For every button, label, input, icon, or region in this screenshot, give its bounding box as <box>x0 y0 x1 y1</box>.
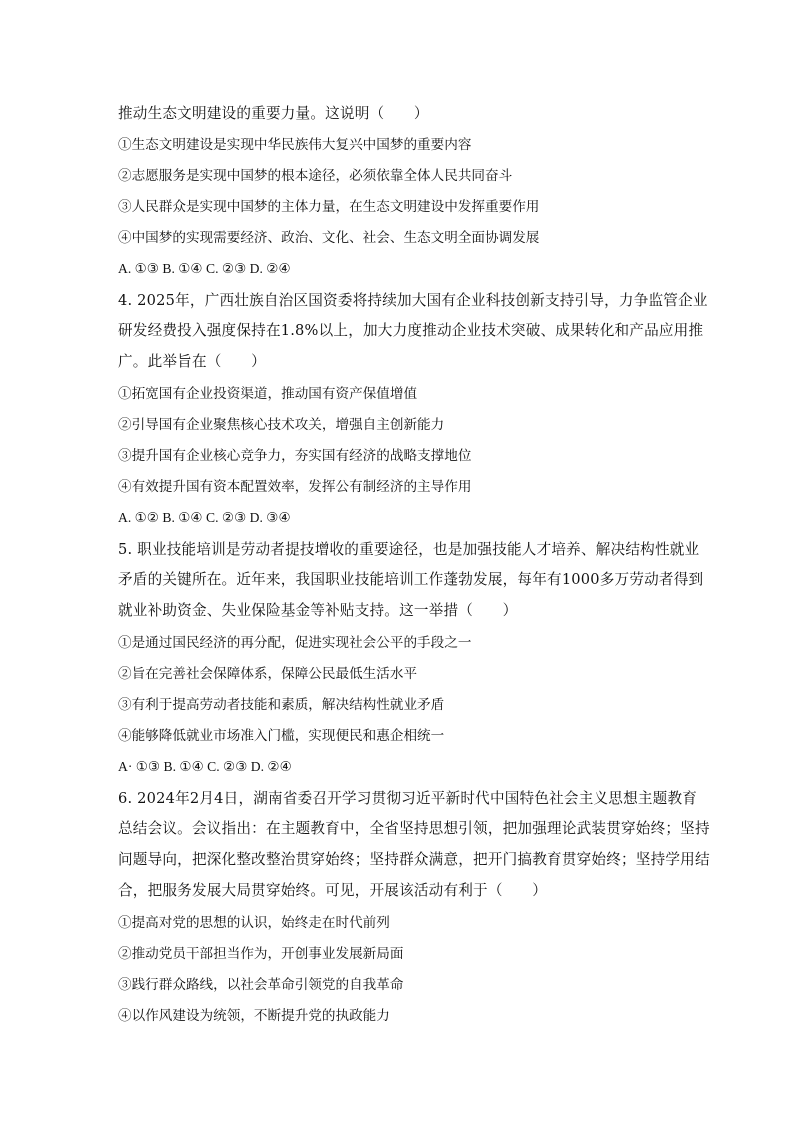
question-3-option-3: ③人民群众是实现中国梦的主体力量，在生态文明建设中发挥重要作用 <box>118 199 540 215</box>
question-5-option-4: ④能够降低就业市场准入门槛，实现便民和惠企相统一 <box>118 728 445 744</box>
question-6-stem-line-1: 6. 2024年2月4日，湖南省委召开学习贯彻习近平新时代中国特色社会主义思想主题教育 <box>118 790 698 807</box>
question-6-option-3: ③践行群众路线，以社会革命引领党的自我革命 <box>118 977 404 993</box>
question-4-answer-choices: A. ①② B. ①④ C. ②③ D. ③④ <box>118 510 291 525</box>
question-3-option-4: ④中国梦的实现需要经济、政治、文化、社会、生态文明全面协调发展 <box>118 230 540 246</box>
question-5-answer-choices: A· ①③ B. ①④ C. ②③ D. ②④ <box>118 759 292 774</box>
question-3-stem-line: 推动生态文明建设的重要力量。这说明（ ） <box>118 105 429 122</box>
question-5-option-1: ①是通过国民经济的再分配，促进实现社会公平的手段之一 <box>118 635 472 651</box>
question-6-stem-line-3: 问题导向，把深化整改整治贯穿始终；坚持群众满意，把开门搞教育贯穿始终；坚持学用结 <box>118 851 710 868</box>
question-4-stem-line-1: 4. 2025年，广西壮族自治区国资委将持续加大国有企业科技创新支持引导，力争监管企业 <box>118 292 708 309</box>
question-5-stem-line-1: 5. 职业技能培训是劳动者提技增收的重要途径，也是加强技能人才培养、解决结构性就业 <box>118 541 700 558</box>
question-4-option-3: ③提升国有企业核心竞争力，夯实国有经济的战略支撑地位 <box>118 448 472 464</box>
question-5-stem-line-2: 矛盾的关键所在。近年来，我国职业技能培训工作蓬勃发展，每年有1000多万劳动者得到 <box>118 571 704 588</box>
question-4-option-4: ④有效提升国有资本配置效率，发挥公有制经济的主导作用 <box>118 479 472 495</box>
question-4-stem-line-3: 广。此举旨在（ ） <box>118 353 266 370</box>
question-3-option-2: ②志愿服务是实现中国梦的根本途径，必须依靠全体人民共同奋斗 <box>118 168 513 184</box>
question-6-option-2: ②推动党员干部担当作为，开创事业发展新局面 <box>118 946 404 962</box>
question-5-stem-line-3: 就业补助资金、失业保险基金等补贴支持。这一举措（ ） <box>118 602 518 619</box>
question-6-option-4: ④以作风建设为统领，不断提升党的执政能力 <box>118 1008 390 1024</box>
question-4-stem-line-2: 研发经费投入强度保持在1.8%以上，加大力度推动企业技术突破、成果转化和产品应用推 <box>118 322 704 339</box>
question-3-answer-choices: A. ①③ B. ①④ C. ②③ D. ②④ <box>118 261 291 276</box>
question-5-option-3: ③有利于提高劳动者技能和素质，解决结构性就业矛盾 <box>118 697 445 713</box>
question-4-option-2: ②引导国有企业聚焦核心技术攻关，增强自主创新能力 <box>118 417 445 433</box>
question-4-option-1: ①拓宽国有企业投资渠道，推动国有资产保值增值 <box>118 386 418 402</box>
question-5-option-2: ②旨在完善社会保障体系，保障公民最低生活水平 <box>118 666 418 682</box>
question-6-stem-line-2: 总结会议。会议指出：在主题教育中，全省坚持思想引领，把加强理论武装贯穿始终；坚持 <box>118 820 710 837</box>
question-6-stem-line-4: 合，把服务发展大局贯穿始终。可见，开展该活动有利于（ ） <box>118 882 548 899</box>
question-3-option-1: ①生态文明建设是实现中华民族伟大复兴中国梦的重要内容 <box>118 137 472 153</box>
question-6-option-1: ①提高对党的思想的认识，始终走在时代前列 <box>118 915 390 931</box>
